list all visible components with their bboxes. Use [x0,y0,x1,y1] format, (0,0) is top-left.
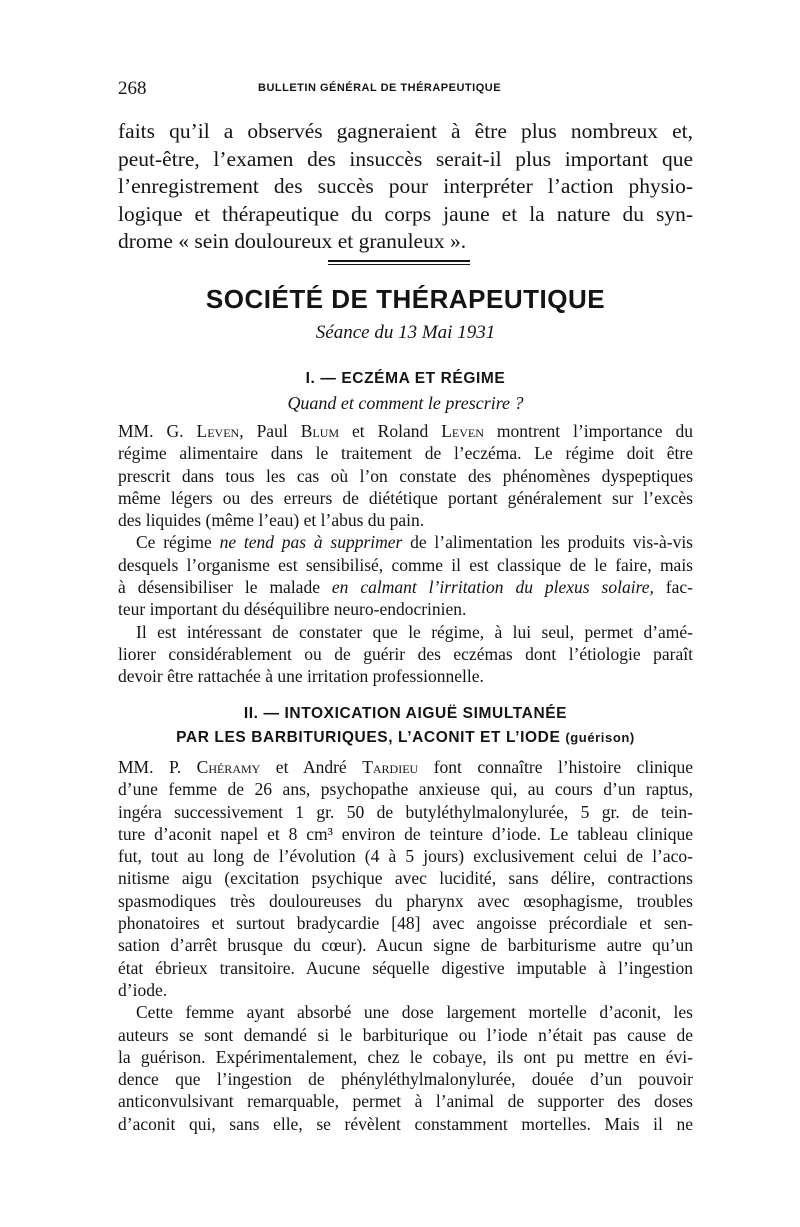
text-run: , Paul [239,421,301,441]
text-line: d’une femme de 26 ans, psychopathe anxieuse qui, au cours d’un raptus, [118,779,693,800]
text-line: l’enregistrement des succès pour interpréter l’action physio- [118,174,693,198]
section2-title-paren: (guérison) [565,730,635,745]
text-line: nitisme aigu (excitation psychique avec lucidité, sans délire, contractions [118,868,693,889]
author-name: Chéramy [196,757,261,777]
text-line: d’aconit qui, sans elle, se révèlent constamment mortelles. Mais il ne [118,1113,693,1134]
author-name: Leven [441,421,484,441]
journal-title: BULLETIN GÉNÉRAL DE THÉRAPEUTIQUE [258,82,502,94]
society-title: SOCIÉTÉ DE THÉRAPEUTIQUE [205,284,606,314]
text-run: fac- [653,577,693,598]
text-line: Il est intéressant de constater que le régime, à lui seul, permet d’amé- [136,621,693,642]
text-line: même légers ou des erreurs de diététique portant généralement sur l’excès [118,487,693,508]
text-run: MM. P. [118,757,197,777]
text-line: desquels l’organisme est sensibilisé, comme il est classique de le faire, mais [118,554,693,575]
text-line: dence que l’ingestion de phényléthylmalonylurée, douée d’un pouvoir [118,1069,693,1090]
text-run: font connaître l’histoire clinique [418,757,693,777]
emphasis-text: en calmant l’irritation du plexus solaire, [331,577,654,598]
text-line: devoir être rattachée à une irritation professionnelle. [118,666,484,687]
text-run: MM. G. [118,421,197,441]
text-line: des liquides (même l’eau) et l’abus du pain. [118,510,425,531]
running-head [118,78,693,102]
text-line: drome « sein douloureux et granuleux ». [118,229,467,253]
section1-subtitle: Quand et comment le prescrire ? [287,393,524,413]
emphasis-text: ne tend pas à supprimer [219,532,403,553]
section1-title: I. — ECZÉMA ET RÉGIME [305,370,506,387]
text-line: spasmodiques très douloureuses du pharynx avec œsophagisme, troubles [118,890,693,911]
text-line: faits qu’il a observés gagneraient à être plus nombreux et, [118,119,693,143]
text-line: anticonvulsivant remarquable, permet à l’animal de supporter des doses [118,1091,693,1112]
section2-title-text: PAR LES BARBITURIQUES, L’ACONIT ET L’IODE [176,729,561,746]
text-line: ture d’aconit napel et 8 cm³ environ de teinture d’iode. Le tableau clinique [118,823,693,844]
text-line: fut, tout au long de l’évolution (4 à 5 jours) exclusivement celui de l’aco- [118,846,693,867]
text-line: peut-être, l’examen des insuccès serait-il plus important que [118,146,693,171]
page-number: 268 [118,78,147,99]
text-line: d’iode. [118,979,168,1000]
text-line: état ébrieux transitoire. Aucune séquelle digestive imputable à l’ingestion [118,957,693,978]
text-line: phonatoires et surtout bradycardie [48] avec angoisse précordiale et sen- [118,913,693,934]
text-run: et André [260,757,363,777]
text-line: régime alimentaire dans le traitement de l’eczéma. Le régime doit être [118,443,693,464]
text-run: Ce régime [136,532,220,553]
text-line: teur important du déséquilibre neuro-endocrinien. [118,599,467,620]
text-line: ingéra successivement 1 gr. 50 de butyléthylmalonylurée, 5 gr. de tein- [118,801,693,822]
author-name: Tardieu [362,757,419,777]
text-line: liorer considérablement ou de guérir des eczémas dont l’étiologie paraît [118,643,693,664]
text-line: la guérison. Expérimentalement, chez le cobaye, ils ont pu mettre en évi- [118,1046,693,1067]
text-line [118,756,693,778]
author-name: Leven [196,421,240,441]
section2-title: II. — INTOXICATION AIGUË SIMULTANÉE [243,705,568,722]
text-line [118,420,693,442]
text-line: prescrit dans tous les cas où l’on constate des phénomènes dyspeptiques [118,465,693,486]
text-line: auteurs se sont demandé si le barbiturique ou l’iode n’était pas cause de [118,1024,693,1045]
section2-body [118,756,693,1135]
text-line [118,531,693,553]
text-run: à désensibiliser le malade [118,577,332,598]
text-line: Cette femme ayant absorbé une dose largement mortelle d’aconit, les [136,1002,693,1023]
session-date: Séance du 13 Mai 1931 [315,322,496,343]
section-divider [328,260,470,265]
text-run: et Roland [339,421,442,441]
author-name: Blum [300,421,340,441]
text-run: de l’alimentation les produits vis-à-vis [402,532,693,553]
section1-body [118,420,693,688]
text-line [118,576,693,598]
text-line: sation d’arrêt brusque du cœur). Aucun signe de barbiturisme autre qu’un [118,935,693,956]
section2-title-line2 [118,729,693,747]
text-line: logique et thérapeutique du corps jaune et la nature du syn- [118,201,693,226]
intro-paragraph [118,118,693,256]
text-run: montrent l’importance du [483,421,693,441]
